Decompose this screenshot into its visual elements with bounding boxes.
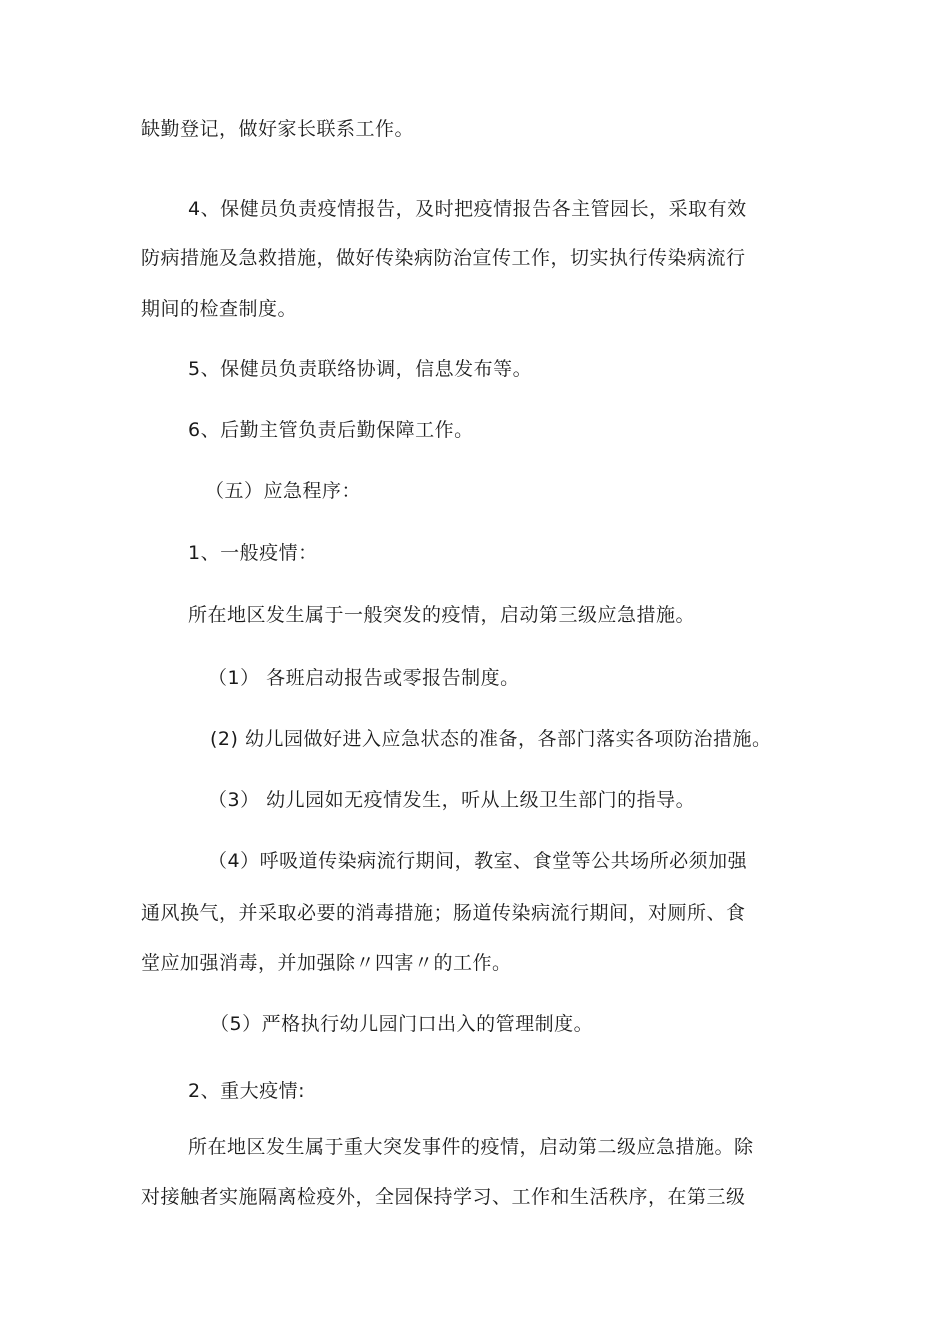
paragraph-line: 对接触者实施隔离检疫外，全园保持学习、工作和生活秩序，在第三级 [141, 1186, 746, 1208]
section-heading: （五）应急程序： [205, 480, 362, 502]
list-item: （4）呼吸道传染病流行期间，教室、食堂等公共场所必须加强 [208, 850, 748, 872]
subsection-heading: 2、重大疫情: [188, 1080, 305, 1102]
paragraph-line: 缺勤登记，做好家长联系工作。 [141, 118, 415, 140]
subsection-heading: 1、一般疫情： [188, 542, 318, 564]
paragraph-line: 堂应加强消毒，并加强除〃四害〃的工作。 [141, 952, 512, 974]
paragraph-line: 所在地区发生属于重大突发事件的疫情，启动第二级应急措施。除 [188, 1136, 754, 1158]
list-item: （1） 各班启动报告或零报告制度。 [208, 667, 520, 689]
paragraph-line: 所在地区发生属于一般突发的疫情，启动第三级应急措施。 [188, 604, 696, 626]
paragraph-line: 6、后勤主管负责后勤保障工作。 [188, 419, 474, 441]
paragraph-line: 期间的检查制度。 [141, 298, 298, 320]
list-item: （3） 幼儿园如无疫情发生，听从上级卫生部门的指导。 [208, 789, 696, 811]
paragraph-line: 防病措施及急救措施，做好传染病防治宣传工作，切实执行传染病流行 [141, 247, 746, 269]
paragraph-line: 4、保健员负责疫情报告，及时把疫情报告各主管园长，采取有效 [188, 198, 747, 220]
list-item: （5）严格执行幼儿园门口出入的管理制度。 [210, 1013, 594, 1035]
list-item: (2) 幼儿园做好进入应急状态的准备，各部门落实各项防治措施。 [210, 728, 772, 750]
paragraph-line: 通风换气，并采取必要的消毒措施；肠道传染病流行期间，对厕所、食 [141, 902, 746, 924]
paragraph-line: 5、保健员负责联络协调，信息发布等。 [188, 358, 533, 380]
